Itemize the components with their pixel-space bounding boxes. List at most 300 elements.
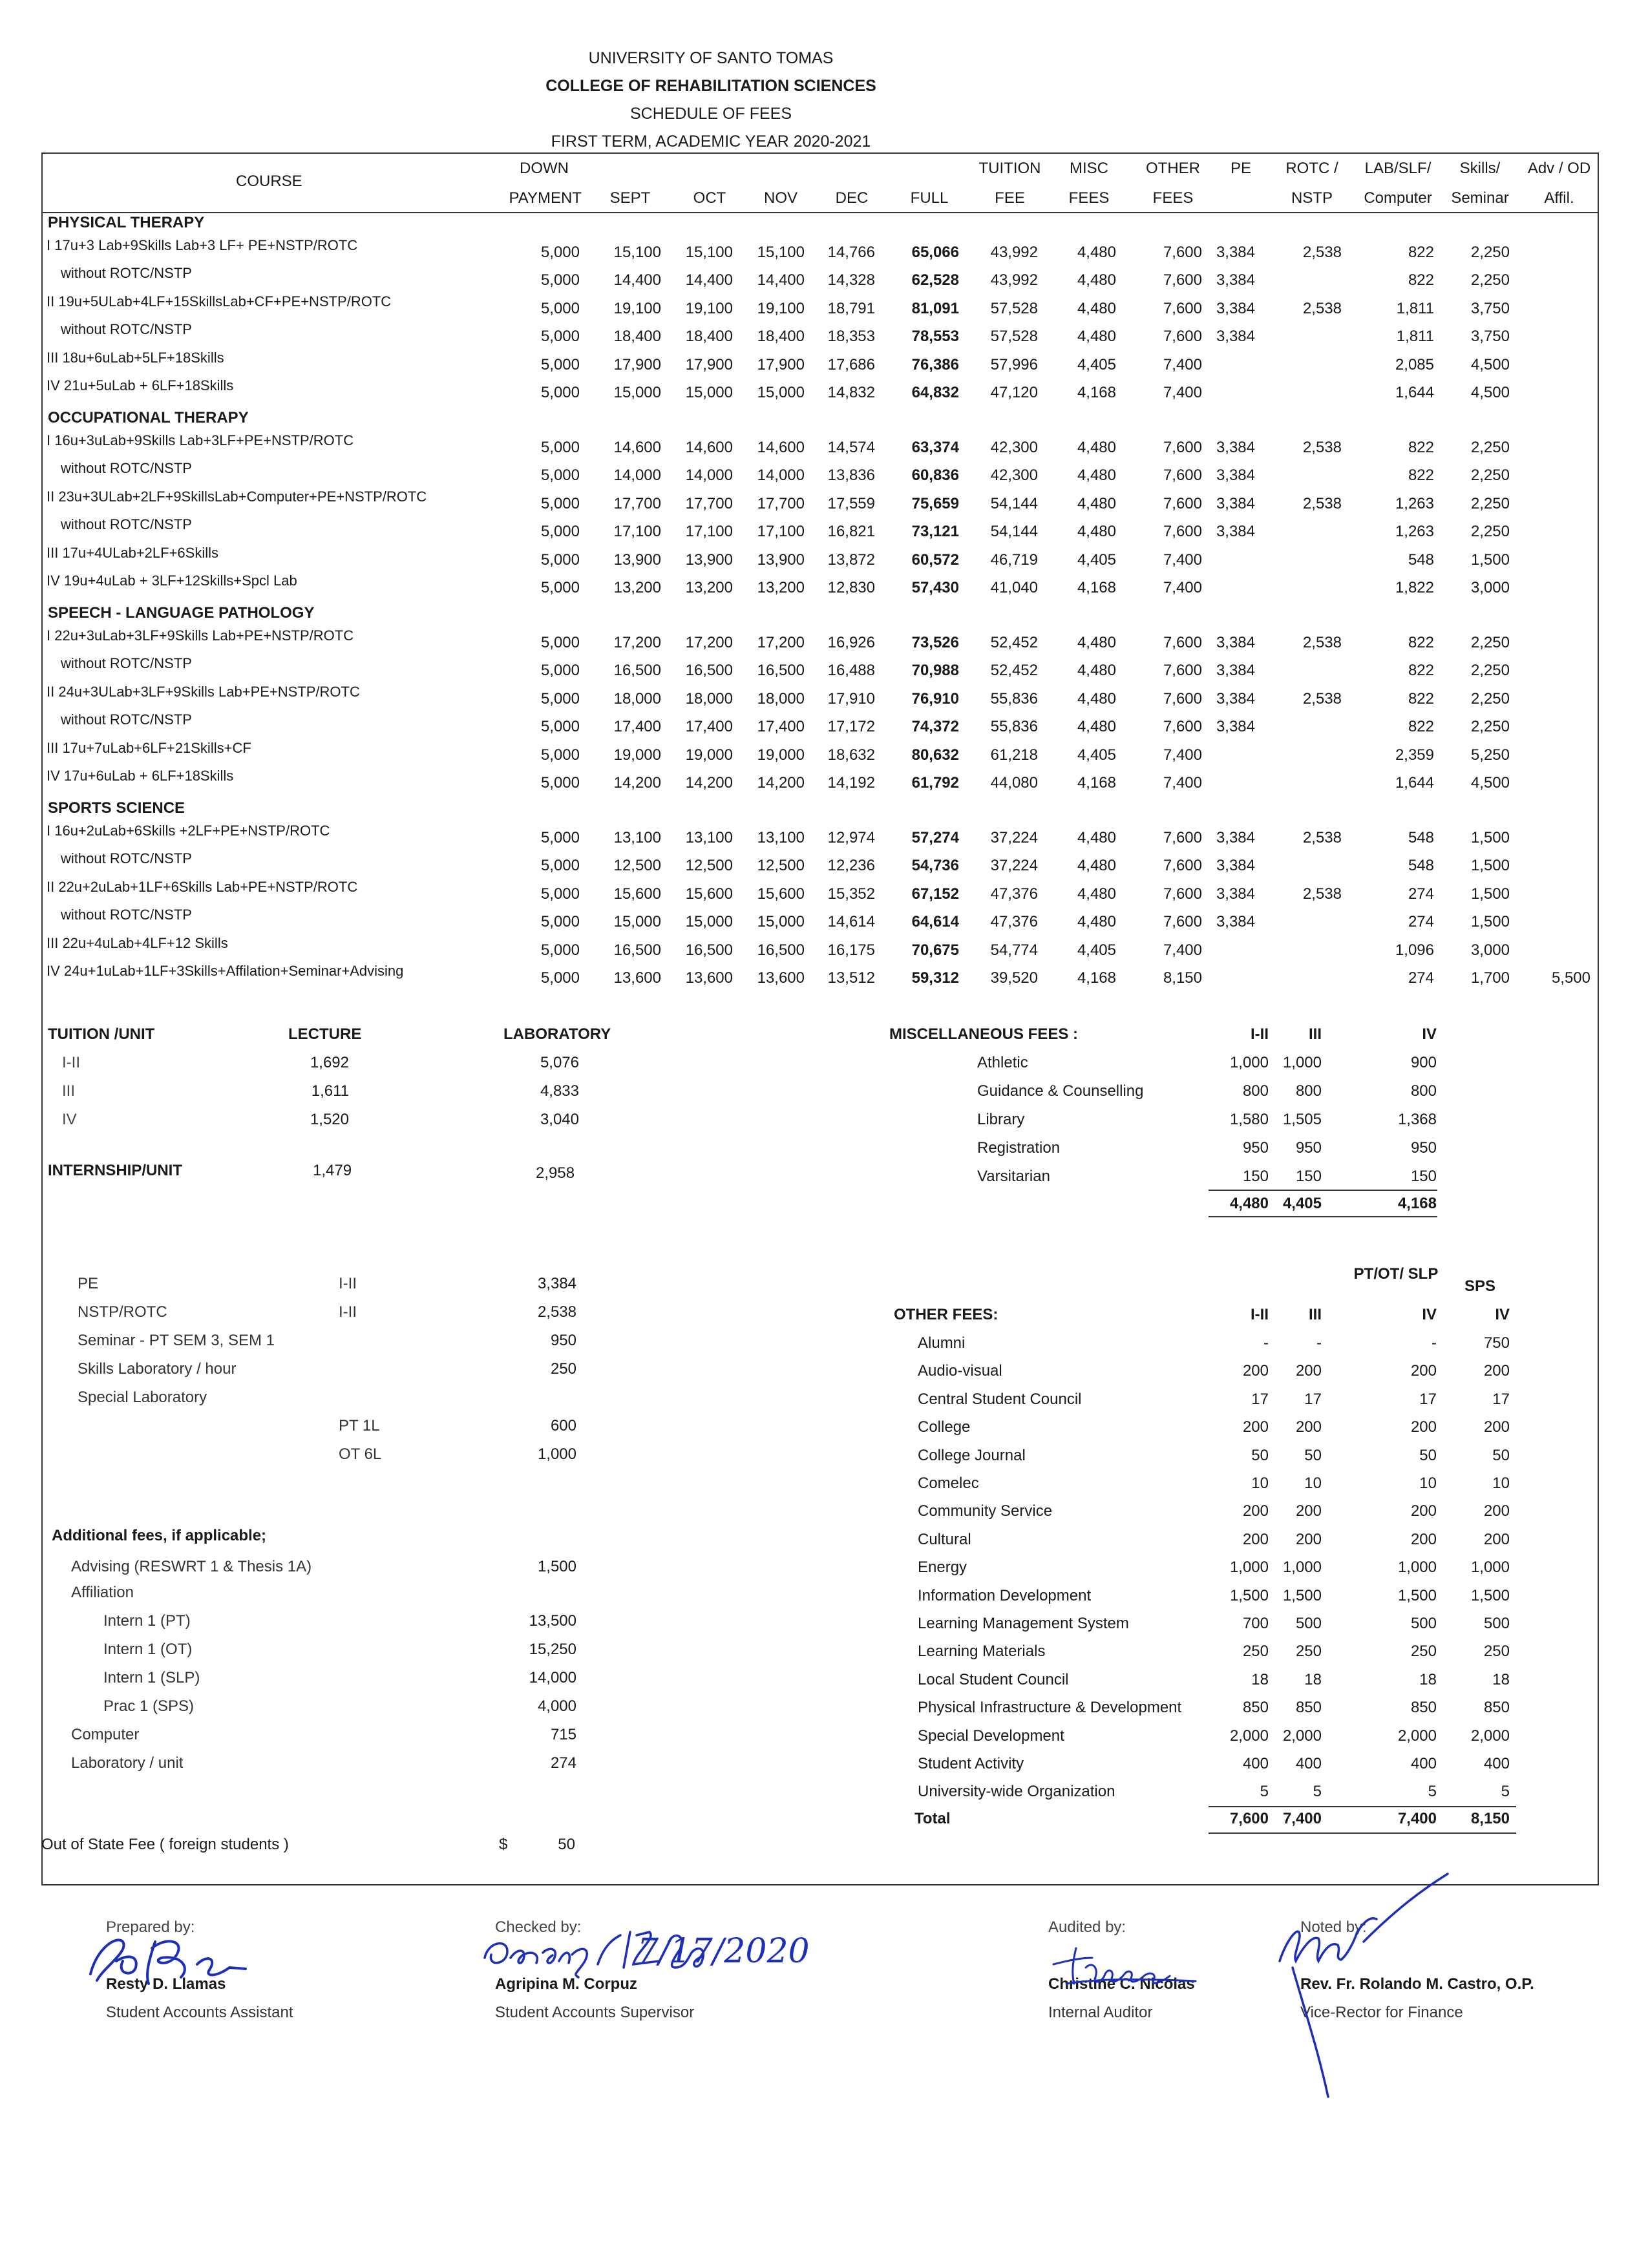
misc-col-header: IV <box>1422 1025 1437 1043</box>
other-fee-name: Comelec <box>918 1475 979 1492</box>
signatory-name: Agripina M. Corpuz <box>495 1975 637 1993</box>
other-fee-value: - <box>1263 1334 1269 1352</box>
cell-down-payment: 5,000 <box>540 746 580 764</box>
additional-fee-name: Prac 1 (SPS) <box>103 1697 195 1715</box>
cell-lab-slf-computer: 1,811 <box>1396 328 1434 345</box>
other-fee-value: 500 <box>1295 1615 1322 1632</box>
cell-dec: 16,488 <box>827 662 875 679</box>
cell-full: 59,312 <box>911 969 959 987</box>
cell-nov: 13,900 <box>757 551 805 569</box>
cell-oct: 17,700 <box>685 495 733 512</box>
signatory-name: Rev. Fr. Rolando M. Castro, O.P. <box>1300 1975 1534 1993</box>
cell-full: 73,121 <box>911 523 959 540</box>
cell-down-payment: 5,000 <box>540 662 580 679</box>
other-fee-name: Special Development <box>918 1727 1064 1745</box>
cell-misc-fees: 4,480 <box>1077 885 1116 903</box>
cell-rotc-nstp: 2,538 <box>1302 690 1342 708</box>
cell-nov: 17,100 <box>757 523 805 540</box>
course-name: I 16u+2uLab+6Skills +2LF+PE+NSTP/ROTC <box>47 823 330 839</box>
cell-tuition-fee: 47,376 <box>990 885 1038 903</box>
cell-oct: 17,900 <box>685 356 733 373</box>
misc-col-header: III <box>1308 1025 1322 1043</box>
cell-skills-seminar: 1,500 <box>1470 885 1510 903</box>
cell-oct: 15,100 <box>685 244 733 261</box>
additional-fee-name: Intern 1 (OT) <box>103 1641 193 1658</box>
cell-down-payment: 5,000 <box>540 829 580 846</box>
cell-down-payment: 5,000 <box>540 718 580 735</box>
col-tuition-2: FEE <box>995 189 1025 207</box>
cell-pe: 3,384 <box>1216 690 1255 708</box>
cell-skills-seminar: 4,500 <box>1470 384 1510 401</box>
cell-misc-fees: 4,480 <box>1077 662 1116 679</box>
fee-item-name: NSTP/ROTC <box>78 1303 167 1321</box>
other-fee-value: 200 <box>1410 1502 1437 1520</box>
cell-down-payment: 5,000 <box>540 384 580 401</box>
cell-pe: 3,384 <box>1216 300 1255 317</box>
misc-fee-value: 800 <box>1242 1082 1269 1100</box>
other-fee-value: 200 <box>1242 1418 1269 1436</box>
additional-fee-name: Computer <box>71 1726 140 1743</box>
cell-nov: 13,600 <box>757 969 805 987</box>
out-of-state-label: Out of State Fee ( foreign students ) <box>41 1836 289 1853</box>
cell-oct: 13,900 <box>685 551 733 569</box>
university-name: UNIVERSITY OF SANTO TOMAS <box>588 49 834 67</box>
misc-fee-total: 4,168 <box>1397 1195 1437 1212</box>
cell-nov: 19,100 <box>757 300 805 317</box>
cell-full: 65,066 <box>911 244 959 261</box>
cell-pe: 3,384 <box>1216 718 1255 735</box>
cell-other-fees: 7,400 <box>1163 356 1202 373</box>
cell-sept: 15,100 <box>613 244 661 261</box>
cell-tuition-fee: 52,452 <box>990 634 1038 651</box>
cell-down-payment: 5,000 <box>540 551 580 569</box>
other-fee-name: Central Student Council <box>918 1390 1082 1408</box>
other-fee-name: Information Development <box>918 1586 1092 1604</box>
cell-sept: 14,000 <box>613 467 661 484</box>
cell-oct: 17,200 <box>685 634 733 651</box>
cell-sept: 15,600 <box>613 885 661 903</box>
cell-full: 57,430 <box>911 579 959 596</box>
cell-full: 73,526 <box>911 634 959 651</box>
cell-misc-fees: 4,480 <box>1077 523 1116 540</box>
cell-skills-seminar: 2,250 <box>1470 523 1510 540</box>
course-name: without ROTC/NSTP <box>61 321 192 337</box>
cell-nov: 13,200 <box>757 579 805 596</box>
section-title: PHYSICAL THERAPY <box>48 214 205 231</box>
cell-nov: 13,100 <box>757 829 805 846</box>
cell-misc-fees: 4,405 <box>1077 941 1116 959</box>
other-fee-value: 850 <box>1295 1699 1322 1717</box>
signed-date: 7/17/2020 <box>637 1932 810 1971</box>
college-name: COLLEGE OF REHABILITATION SCIENCES <box>545 77 876 95</box>
cell-skills-seminar: 1,500 <box>1470 551 1510 569</box>
other-fee-name: Student Activity <box>918 1755 1024 1772</box>
signatory-title: Student Accounts Assistant <box>106 2004 293 2021</box>
col-misc-2: FEES <box>1068 189 1110 207</box>
other-fee-value: 5 <box>1501 1783 1510 1801</box>
cell-dec: 12,830 <box>827 579 875 596</box>
other-fee-value: 50 <box>1419 1446 1437 1464</box>
cell-nov: 17,200 <box>757 634 805 651</box>
cell-dec: 14,192 <box>827 774 875 792</box>
cell-oct: 16,500 <box>685 662 733 679</box>
other-fee-total: 7,400 <box>1397 1810 1437 1827</box>
cell-down-payment: 5,000 <box>540 634 580 651</box>
cell-down-payment: 5,000 <box>540 439 580 456</box>
cell-misc-fees: 4,168 <box>1077 579 1116 596</box>
cell-lab-slf-computer: 1,644 <box>1395 774 1434 792</box>
cell-skills-seminar: 4,500 <box>1470 774 1510 792</box>
signature-llamas <box>78 1922 284 1993</box>
course-name: II 24u+3ULab+3LF+9Skills Lab+PE+NSTP/ROTC <box>47 684 360 700</box>
other-fee-name: Physical Infrastructure & Development <box>918 1699 1182 1717</box>
fee-item-name: Skills Laboratory / hour <box>78 1360 237 1378</box>
other-col-header: IV <box>1422 1306 1437 1323</box>
cell-sept: 19,000 <box>613 746 661 764</box>
cell-sept: 17,900 <box>613 356 661 373</box>
other-total-underline <box>1209 1832 1516 1834</box>
cell-full: 64,614 <box>911 913 959 930</box>
other-fee-value: 200 <box>1410 1362 1437 1380</box>
cell-lab-slf-computer: 548 <box>1408 551 1434 569</box>
cell-down-payment: 5,000 <box>540 356 580 373</box>
cell-skills-seminar: 4,500 <box>1470 356 1510 373</box>
cell-oct: 19,100 <box>685 300 733 317</box>
cell-tuition-fee: 44,080 <box>990 774 1038 792</box>
term-title: FIRST TERM, ACADEMIC YEAR 2020-2021 <box>551 132 871 151</box>
additional-fee-name: Intern 1 (PT) <box>103 1612 191 1630</box>
cell-lab-slf-computer: 274 <box>1408 969 1434 987</box>
cell-nov: 14,600 <box>757 439 805 456</box>
other-fee-value: 200 <box>1483 1530 1510 1548</box>
signature-role: Prepared by: <box>106 1918 195 1936</box>
col-adv-2: Affil. <box>1544 189 1574 207</box>
cell-lab-slf-computer: 822 <box>1408 271 1434 289</box>
other-fees-title: OTHER FEES: <box>894 1306 998 1323</box>
cell-rotc-nstp: 2,538 <box>1302 244 1342 261</box>
misc-fee-value: 1,580 <box>1229 1111 1269 1128</box>
misc-fee-name: Varsitarian <box>977 1168 1050 1185</box>
other-fee-value: 5 <box>1313 1783 1322 1801</box>
other-fee-total: 8,150 <box>1470 1810 1510 1827</box>
other-fee-value: 200 <box>1410 1418 1437 1436</box>
cell-dec: 12,236 <box>827 857 875 874</box>
cell-full: 60,836 <box>911 467 959 484</box>
cell-pe: 3,384 <box>1216 467 1255 484</box>
cell-nov: 18,000 <box>757 690 805 708</box>
cell-other-fees: 7,400 <box>1163 941 1202 959</box>
other-fee-value: 5 <box>1428 1783 1437 1801</box>
other-fee-total: 7,400 <box>1282 1810 1322 1827</box>
cell-misc-fees: 4,405 <box>1077 746 1116 764</box>
cell-other-fees: 7,600 <box>1163 244 1202 261</box>
cell-misc-fees: 4,168 <box>1077 774 1116 792</box>
fee-item-name: Special Laboratory <box>78 1389 207 1406</box>
additional-title: Additional fees, if applicable; <box>52 1527 267 1544</box>
cell-dec: 17,172 <box>827 718 875 735</box>
other-fee-value: 200 <box>1295 1502 1322 1520</box>
other-fee-value: 18 <box>1419 1670 1437 1688</box>
fee-item-amount: 3,384 <box>537 1275 576 1292</box>
cell-sept: 17,400 <box>613 718 661 735</box>
fee-item-amount: 600 <box>550 1417 576 1434</box>
cell-dec: 17,686 <box>827 356 875 373</box>
other-fees-total-label: Total <box>914 1810 951 1827</box>
cell-sept: 17,200 <box>613 634 661 651</box>
cell-tuition-fee: 57,528 <box>990 328 1038 345</box>
cell-misc-fees: 4,480 <box>1077 439 1116 456</box>
cell-sept: 14,600 <box>613 439 661 456</box>
course-name: IV 24u+1uLab+1LF+3Skills+Affilation+Seminar+Advising <box>47 963 404 979</box>
cell-tuition-fee: 43,992 <box>990 271 1038 289</box>
course-name: IV 19u+4uLab + 3LF+12Skills+Spcl Lab <box>47 572 297 589</box>
lab-rate: 3,040 <box>540 1111 579 1128</box>
cell-down-payment: 5,000 <box>540 523 580 540</box>
cell-tuition-fee: 57,996 <box>990 356 1038 373</box>
cell-sept: 13,600 <box>613 969 661 987</box>
cell-lab-slf-computer: 822 <box>1408 439 1434 456</box>
cell-tuition-fee: 54,774 <box>990 941 1038 959</box>
other-fee-value: 50 <box>1304 1446 1322 1464</box>
other-fee-value: 400 <box>1242 1755 1269 1772</box>
cell-lab-slf-computer: 1,644 <box>1395 384 1434 401</box>
other-fee-value: 1,000 <box>1397 1559 1437 1577</box>
col-misc-1: MISC <box>1070 160 1108 177</box>
cell-down-payment: 5,000 <box>540 913 580 930</box>
other-col-header: I-II <box>1251 1306 1269 1323</box>
other-fee-name: Alumni <box>918 1334 966 1352</box>
cell-sept: 13,900 <box>613 551 661 569</box>
other-fee-name: College <box>918 1418 971 1436</box>
other-fee-value: 10 <box>1419 1475 1437 1492</box>
cell-oct: 14,400 <box>685 271 733 289</box>
additional-fee-amount: 274 <box>550 1754 576 1772</box>
lecture-header: LECTURE <box>288 1025 362 1043</box>
cell-pe: 3,384 <box>1216 885 1255 903</box>
cell-dec: 14,832 <box>827 384 875 401</box>
other-fee-value: 850 <box>1483 1699 1510 1717</box>
out-of-state-currency: $ <box>499 1836 508 1853</box>
signature-nicolas <box>1041 1938 1209 1990</box>
other-col-header: IV <box>1495 1306 1510 1323</box>
misc-fee-name: Athletic <box>977 1054 1028 1071</box>
cell-dec: 14,766 <box>827 244 875 261</box>
cell-tuition-fee: 52,452 <box>990 662 1038 679</box>
cell-down-payment: 5,000 <box>540 244 580 261</box>
signature-role: Noted by: <box>1300 1918 1367 1936</box>
other-fee-value: 18 <box>1251 1670 1269 1688</box>
cell-misc-fees: 4,168 <box>1077 969 1116 987</box>
cell-dec: 14,614 <box>827 913 875 930</box>
cell-skills-seminar: 3,750 <box>1470 300 1510 317</box>
cell-pe: 3,384 <box>1216 829 1255 846</box>
cell-skills-seminar: 2,250 <box>1470 467 1510 484</box>
col-other-1: OTHER <box>1146 160 1200 177</box>
fee-item-name: PE <box>78 1275 99 1292</box>
other-fee-value: 1,500 <box>1397 1586 1437 1604</box>
cell-tuition-fee: 54,144 <box>990 495 1038 512</box>
other-fee-value: 500 <box>1410 1615 1437 1632</box>
header-divider <box>41 212 1599 213</box>
cell-lab-slf-computer: 822 <box>1408 718 1434 735</box>
cell-misc-fees: 4,168 <box>1077 384 1116 401</box>
cell-full: 61,792 <box>911 774 959 792</box>
other-fee-value: 200 <box>1483 1362 1510 1380</box>
tuition-unit-title: TUITION /UNIT <box>48 1025 155 1043</box>
cell-full: 70,675 <box>911 941 959 959</box>
cell-tuition-fee: 57,528 <box>990 300 1038 317</box>
cell-other-fees: 7,600 <box>1163 328 1202 345</box>
lab-rate: 4,833 <box>540 1082 579 1100</box>
other-fee-value: 250 <box>1242 1643 1269 1661</box>
cell-misc-fees: 4,480 <box>1077 300 1116 317</box>
other-fee-value: 18 <box>1304 1670 1322 1688</box>
cell-skills-seminar: 3,000 <box>1470 579 1510 596</box>
cell-oct: 15,600 <box>685 885 733 903</box>
signatory-name: Christine C. Nicolas <box>1048 1975 1195 1993</box>
cell-other-fees: 7,400 <box>1163 579 1202 596</box>
other-fee-value: 400 <box>1483 1755 1510 1772</box>
cell-oct: 15,000 <box>685 913 733 930</box>
col-down-1: DOWN <box>520 160 569 177</box>
cell-skills-seminar: 2,250 <box>1470 690 1510 708</box>
cell-dec: 12,974 <box>827 829 875 846</box>
cell-nov: 16,500 <box>757 941 805 959</box>
cell-tuition-fee: 42,300 <box>990 439 1038 456</box>
course-name: without ROTC/NSTP <box>61 711 192 728</box>
cell-down-payment: 5,000 <box>540 300 580 317</box>
col-rotc-2: NSTP <box>1291 189 1333 207</box>
cell-dec: 16,821 <box>827 523 875 540</box>
cell-pe: 3,384 <box>1216 244 1255 261</box>
other-fee-value: 17 <box>1492 1390 1510 1408</box>
cell-lab-slf-computer: 822 <box>1408 634 1434 651</box>
misc-fee-name: Registration <box>977 1139 1061 1157</box>
cell-pe: 3,384 <box>1216 634 1255 651</box>
fee-item-sub: I-II <box>339 1303 357 1321</box>
cell-lab-slf-computer: 2,359 <box>1395 746 1434 764</box>
cell-sept: 15,000 <box>613 384 661 401</box>
other-fee-total: 7,600 <box>1229 1810 1269 1827</box>
cell-lab-slf-computer: 274 <box>1408 913 1434 930</box>
other-fee-value: 250 <box>1410 1643 1437 1661</box>
additional-fee-amount: 1,500 <box>537 1558 576 1575</box>
cell-tuition-fee: 43,992 <box>990 244 1038 261</box>
fee-item-sub: PT 1L <box>339 1417 380 1434</box>
course-name: I 22u+3uLab+3LF+9Skills Lab+PE+NSTP/ROTC <box>47 627 354 644</box>
cell-rotc-nstp: 2,538 <box>1302 439 1342 456</box>
section-title: SPEECH - LANGUAGE PATHOLOGY <box>48 604 315 622</box>
cell-lab-slf-computer: 822 <box>1408 662 1434 679</box>
additional-fee-name: Intern 1 (SLP) <box>103 1669 200 1686</box>
cell-full: 76,386 <box>911 356 959 373</box>
cell-down-payment: 5,000 <box>540 774 580 792</box>
cell-skills-seminar: 2,250 <box>1470 244 1510 261</box>
cell-skills-seminar: 1,500 <box>1470 913 1510 930</box>
cell-oct: 19,000 <box>685 746 733 764</box>
cell-other-fees: 7,400 <box>1163 551 1202 569</box>
cell-lab-slf-computer: 1,822 <box>1395 579 1434 596</box>
cell-skills-seminar: 1,500 <box>1470 829 1510 846</box>
cell-other-fees: 7,600 <box>1163 662 1202 679</box>
cell-oct: 13,100 <box>685 829 733 846</box>
cell-full: 57,274 <box>911 829 959 846</box>
cell-oct: 13,600 <box>685 969 733 987</box>
cell-other-fees: 7,600 <box>1163 718 1202 735</box>
cell-pe: 3,384 <box>1216 913 1255 930</box>
col-skills-1: Skills/ <box>1459 160 1501 177</box>
signature-corpuz <box>475 1913 746 1984</box>
other-fee-value: 200 <box>1410 1530 1437 1548</box>
cell-lab-slf-computer: 274 <box>1408 885 1434 903</box>
course-name: I 17u+3 Lab+9Skills Lab+3 LF+ PE+NSTP/ROTC <box>47 237 358 253</box>
other-fee-value: 1,000 <box>1470 1559 1510 1577</box>
out-of-state-amount: 50 <box>558 1836 575 1853</box>
cell-sept: 18,000 <box>613 690 661 708</box>
cell-down-payment: 5,000 <box>540 328 580 345</box>
other-fee-value: 850 <box>1242 1699 1269 1717</box>
other-fee-value: 1,500 <box>1229 1586 1269 1604</box>
signature-role: Checked by: <box>495 1918 582 1936</box>
cell-oct: 18,400 <box>685 328 733 345</box>
cell-misc-fees: 4,480 <box>1077 244 1116 261</box>
col-lab-2: Computer <box>1364 189 1432 207</box>
cell-tuition-fee: 55,836 <box>990 690 1038 708</box>
cell-dec: 18,632 <box>827 746 875 764</box>
cell-nov: 12,500 <box>757 857 805 874</box>
fee-item-amount: 250 <box>550 1360 576 1378</box>
other-fee-value: 50 <box>1492 1446 1510 1464</box>
course-name: III 17u+4ULab+2LF+6Skills <box>47 545 219 561</box>
cell-oct: 18,000 <box>685 690 733 708</box>
cell-lab-slf-computer: 548 <box>1408 829 1434 846</box>
col-nov: NOV <box>763 189 798 207</box>
cell-other-fees: 7,600 <box>1163 885 1202 903</box>
cell-oct: 17,400 <box>685 718 733 735</box>
cell-other-fees: 7,400 <box>1163 384 1202 401</box>
cell-oct: 14,200 <box>685 774 733 792</box>
cell-lab-slf-computer: 822 <box>1408 244 1434 261</box>
cell-sept: 13,200 <box>613 579 661 596</box>
cell-down-payment: 5,000 <box>540 969 580 987</box>
course-name: without ROTC/NSTP <box>61 460 192 476</box>
other-fee-value: 400 <box>1295 1755 1322 1772</box>
cell-skills-seminar: 2,250 <box>1470 495 1510 512</box>
misc-fee-value: 150 <box>1410 1168 1437 1185</box>
other-fee-value: 2,000 <box>1470 1727 1510 1745</box>
misc-fee-name: Library <box>977 1111 1025 1128</box>
col-skills-2: Seminar <box>1451 189 1509 207</box>
cell-full: 60,572 <box>911 551 959 569</box>
other-fee-value: 200 <box>1242 1502 1269 1520</box>
cell-down-payment: 5,000 <box>540 579 580 596</box>
cell-full: 81,091 <box>911 300 959 317</box>
cell-skills-seminar: 5,250 <box>1470 746 1510 764</box>
cell-other-fees: 7,600 <box>1163 829 1202 846</box>
cell-oct: 14,600 <box>685 439 733 456</box>
course-name: without ROTC/NSTP <box>61 907 192 923</box>
cell-full: 74,372 <box>911 718 959 735</box>
cell-other-fees: 7,600 <box>1163 690 1202 708</box>
schedule-title: SCHEDULE OF FEES <box>629 105 792 123</box>
cell-pe: 3,384 <box>1216 857 1255 874</box>
misc-fee-value: 800 <box>1410 1082 1437 1100</box>
other-fee-value: 400 <box>1410 1755 1437 1772</box>
other-fee-value: 250 <box>1483 1643 1510 1661</box>
col-other-2: FEES <box>1152 189 1194 207</box>
lecture-rate: 1,520 <box>310 1111 349 1128</box>
sps-header: SPS <box>1464 1277 1496 1295</box>
